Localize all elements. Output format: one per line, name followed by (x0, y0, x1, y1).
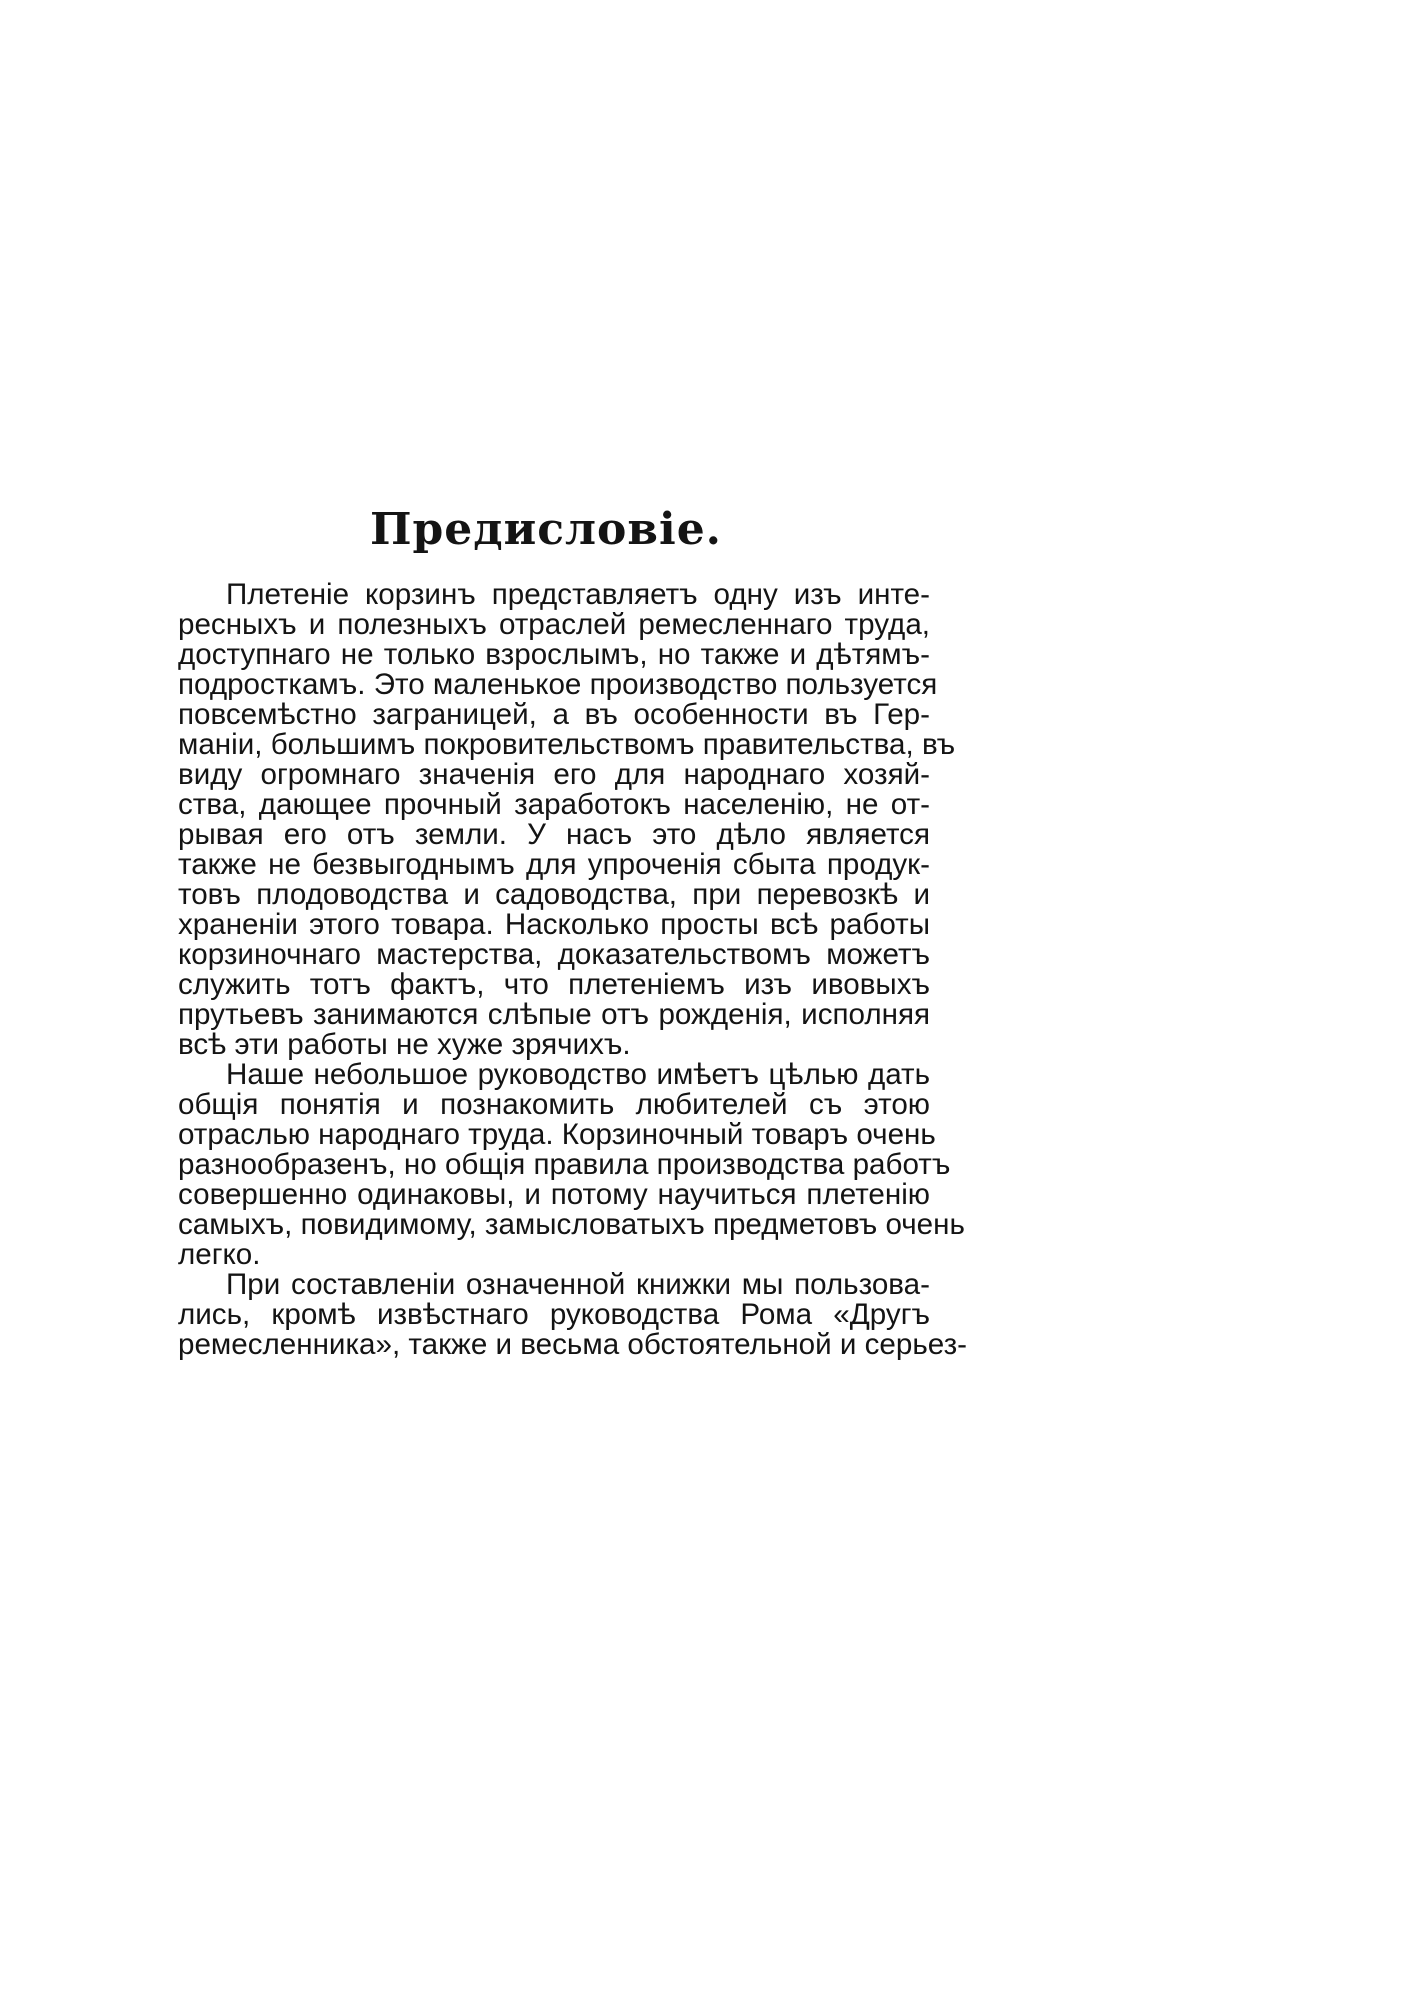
text-line: ремесленника», также и весьма обстоятельной и серьез- (178, 1328, 968, 1361)
text-line: доступнаго не только взрослымъ, но также и дѣтямъ- (178, 638, 930, 671)
text-line: совершенно одинаковы, и потому научиться плетенію (178, 1178, 930, 1211)
text-line: При составленіи означенной книжки мы пользова- (226, 1268, 930, 1301)
text-line: легко. (178, 1238, 261, 1271)
text-line: самыхъ, повидимому, замысловатыхъ предметовъ очень (178, 1208, 965, 1241)
text-line: лись, кромѣ извѣстнаго руководства Рома «Другъ (178, 1298, 930, 1331)
text-line: также не безвыгоднымъ для упроченія сбыта продук- (178, 848, 930, 881)
paragraph-1 (178, 578, 956, 1061)
text-line: виду огромнаго значенія его для народнаго хозяй- (178, 758, 930, 791)
text-line: товъ плодоводства и садоводства, при перевозкѣ и (178, 878, 930, 911)
text-line: прутьевъ занимаются слѣпые отъ рожденія, исполняя (178, 998, 930, 1031)
text-line: корзиночнаго мастерства, доказательствомъ можетъ (178, 938, 930, 971)
text-line: разнообразенъ, но общія правила производства работъ (178, 1148, 951, 1181)
text-line: Наше небольшое руководство имѣетъ цѣлью дать (226, 1058, 930, 1091)
text-line: отраслью народнаго труда. Корзиночный товаръ очень (178, 1118, 936, 1151)
text-line: рывая его отъ земли. У насъ это дѣло является (178, 818, 930, 851)
text-line: маніи, большимъ покровительствомъ правительства, въ (178, 728, 956, 761)
paragraph-2 (178, 1058, 965, 1271)
text-line: ства, дающее прочный заработокъ населенію, не от- (178, 788, 930, 821)
text-line: ресныхъ и полезныхъ отраслей ремесленнаго труда, (178, 608, 930, 641)
preface-text (178, 578, 968, 1361)
text-line: повсемѣстно заграницей, а въ особенности въ Гер- (178, 698, 930, 731)
text-line: служить тотъ фактъ, что плетеніемъ изъ ивовыхъ (178, 968, 930, 1001)
text-line: храненіи этого товара. Насколько просты всѣ работы (178, 908, 930, 941)
text-line: подросткамъ. Это маленькое производство пользуется (178, 668, 938, 701)
paragraph-3 (178, 1268, 968, 1361)
text-line: Плетеніе корзинъ представляетъ одну изъ инте- (226, 578, 930, 611)
page-title: Предисловіе. (369, 504, 723, 555)
text-line: всѣ эти работы не хуже зрячихъ. (178, 1028, 631, 1061)
text-line: общія понятія и познакомить любителей съ этою (178, 1088, 930, 1121)
